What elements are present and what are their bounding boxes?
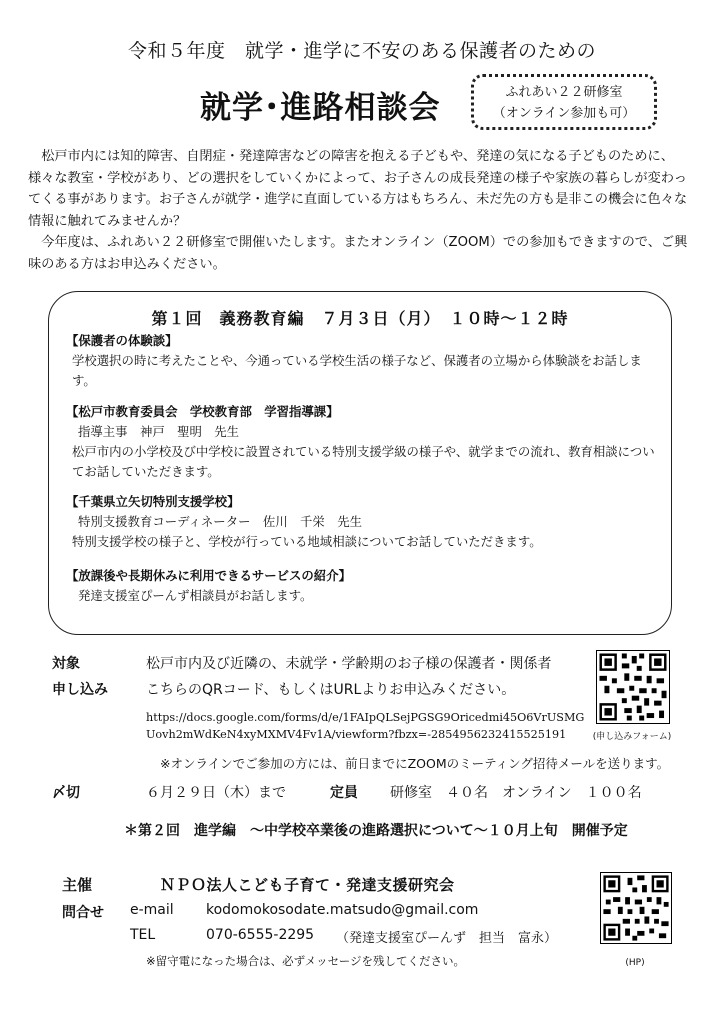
qr-form-caption: (申し込みフォーム) xyxy=(592,732,672,742)
intro-paragraph-1: 松戸市内には知的障害、自閉症・発達障害などの障害を抱える子どもや、発達の気になる子どものために、様々な教室・学校があり、どの選択をしていくかによって、お子さんの成長発達の様子や家族の暮らしが変わってくる事があります。お子さんが就学・進学に直面している方はもちろん、未だ先の方も是非この機会に色々な情報に触れてみませんか？ xyxy=(28,149,688,229)
program-section-parents xyxy=(66,331,656,391)
intro-paragraph-2: 今年度は、ふれあい２２研修室で開催いたします。またオンライン（ZOOM）での参加もできますので、ご興味のある方はお申込みください。 xyxy=(28,235,688,272)
program-section-school xyxy=(66,492,656,552)
next-event-note: ＊第２回 進学編 ～中学校卒業後の進路選択について～１０月上旬 開催予定 xyxy=(124,823,628,839)
qr-code-form-icon[interactable] xyxy=(596,650,670,724)
email-address[interactable]: kodomokosodate.matsudo@gmail.com xyxy=(206,902,479,918)
target-text: 松戸市内及び近隣の、未就学・学齢期のお子様の保護者・関係者 xyxy=(146,656,552,672)
section-body: 松戸市内の小学校及び中学校に設置されている特別支援学級の様子や、就学までの流れ、教育相談についてお話していただきます。 xyxy=(72,444,655,479)
apply-label: 申し込み xyxy=(52,682,108,698)
event-title: 就学･進路相談会 xyxy=(200,90,441,126)
section-speaker: 特別支援教育コーディネーター 佐川 千栄 先生 xyxy=(78,514,362,529)
program-section-services xyxy=(66,566,656,606)
section-body: 特別支援学校の様子と、学校が行っている地域相談についてお話していただきます。 xyxy=(72,534,542,549)
section-title: 【放課後や長期休みに利用できるサービスの紹介】 xyxy=(66,568,351,583)
section-title: 【松戸市教育委員会 学校教育部 学習指導課】 xyxy=(66,404,339,419)
section-title: 【保護者の体験談】 xyxy=(66,333,178,348)
qr-code-hp-icon[interactable] xyxy=(600,872,672,944)
venue-badge xyxy=(471,74,657,130)
venue-badge-line1: ふれあい２２研修室 xyxy=(505,85,623,100)
event-subtitle: 令和５年度 就学・進学に不安のある保護者のための xyxy=(127,40,596,62)
target-label: 対象 xyxy=(52,656,80,672)
deadline-text: ６月２９日（木）まで xyxy=(146,785,286,801)
program-heading: 第１回 義務教育編 ７月３日（月） １０時～１２時 xyxy=(151,309,569,328)
email-label: e-mail xyxy=(130,902,174,918)
apply-text: こちらのQRコード、もしくはURLよりお申込みください。 xyxy=(146,682,516,698)
section-body: 学校選択の時に考えたことや、今通っている学校生活の様子など、保護者の立場から体験談をお話します。 xyxy=(72,353,642,388)
answering-machine-note: ※留守電になった場合は、必ずメッセージを残してください。 xyxy=(146,954,465,968)
host-label: 主催 xyxy=(62,876,93,894)
contact-label: 問合せ xyxy=(62,905,104,921)
section-body: 発達支援室ぴーんず相談員がお話します。 xyxy=(78,588,313,603)
tel-note: （発達支援室ぴーんず 担当 富永） xyxy=(336,931,558,946)
section-speaker: 指導主事 神戸 聖明 先生 xyxy=(78,424,240,439)
intro-text xyxy=(28,146,694,276)
section-title: 【千葉県立矢切特別支援学校】 xyxy=(66,494,240,509)
capacity-label: 定員 xyxy=(330,785,358,801)
tel-label: TEL xyxy=(130,927,156,943)
venue-badge-line2: （オンライン参加も可） xyxy=(492,106,636,121)
program-box xyxy=(48,291,672,635)
capacity-text: 研修室 ４０名 オンライン １００名 xyxy=(390,785,642,801)
host-name: ＮＰＯ法人こども子育て・発達支援研究会 xyxy=(160,876,455,894)
tel-number[interactable]: 070-6555-2295 xyxy=(206,927,315,943)
deadline-label: 〆切 xyxy=(52,785,80,801)
program-section-board xyxy=(66,402,656,482)
apply-form-url[interactable]: https://docs.google.com/forms/d/e/1FAIpQLSejPGSG9Oricedmi45O6VrUSMGUovh2mWdKeN4xyMXMV4Fv1A/viewform?fbzx=-2854956232415525191 xyxy=(146,711,585,741)
qr-hp-caption: (HP) xyxy=(625,958,645,968)
zoom-note: ※オンラインでご参加の方には、前日までにZOOMのミーティング招待メールを送ります。 xyxy=(160,756,670,771)
